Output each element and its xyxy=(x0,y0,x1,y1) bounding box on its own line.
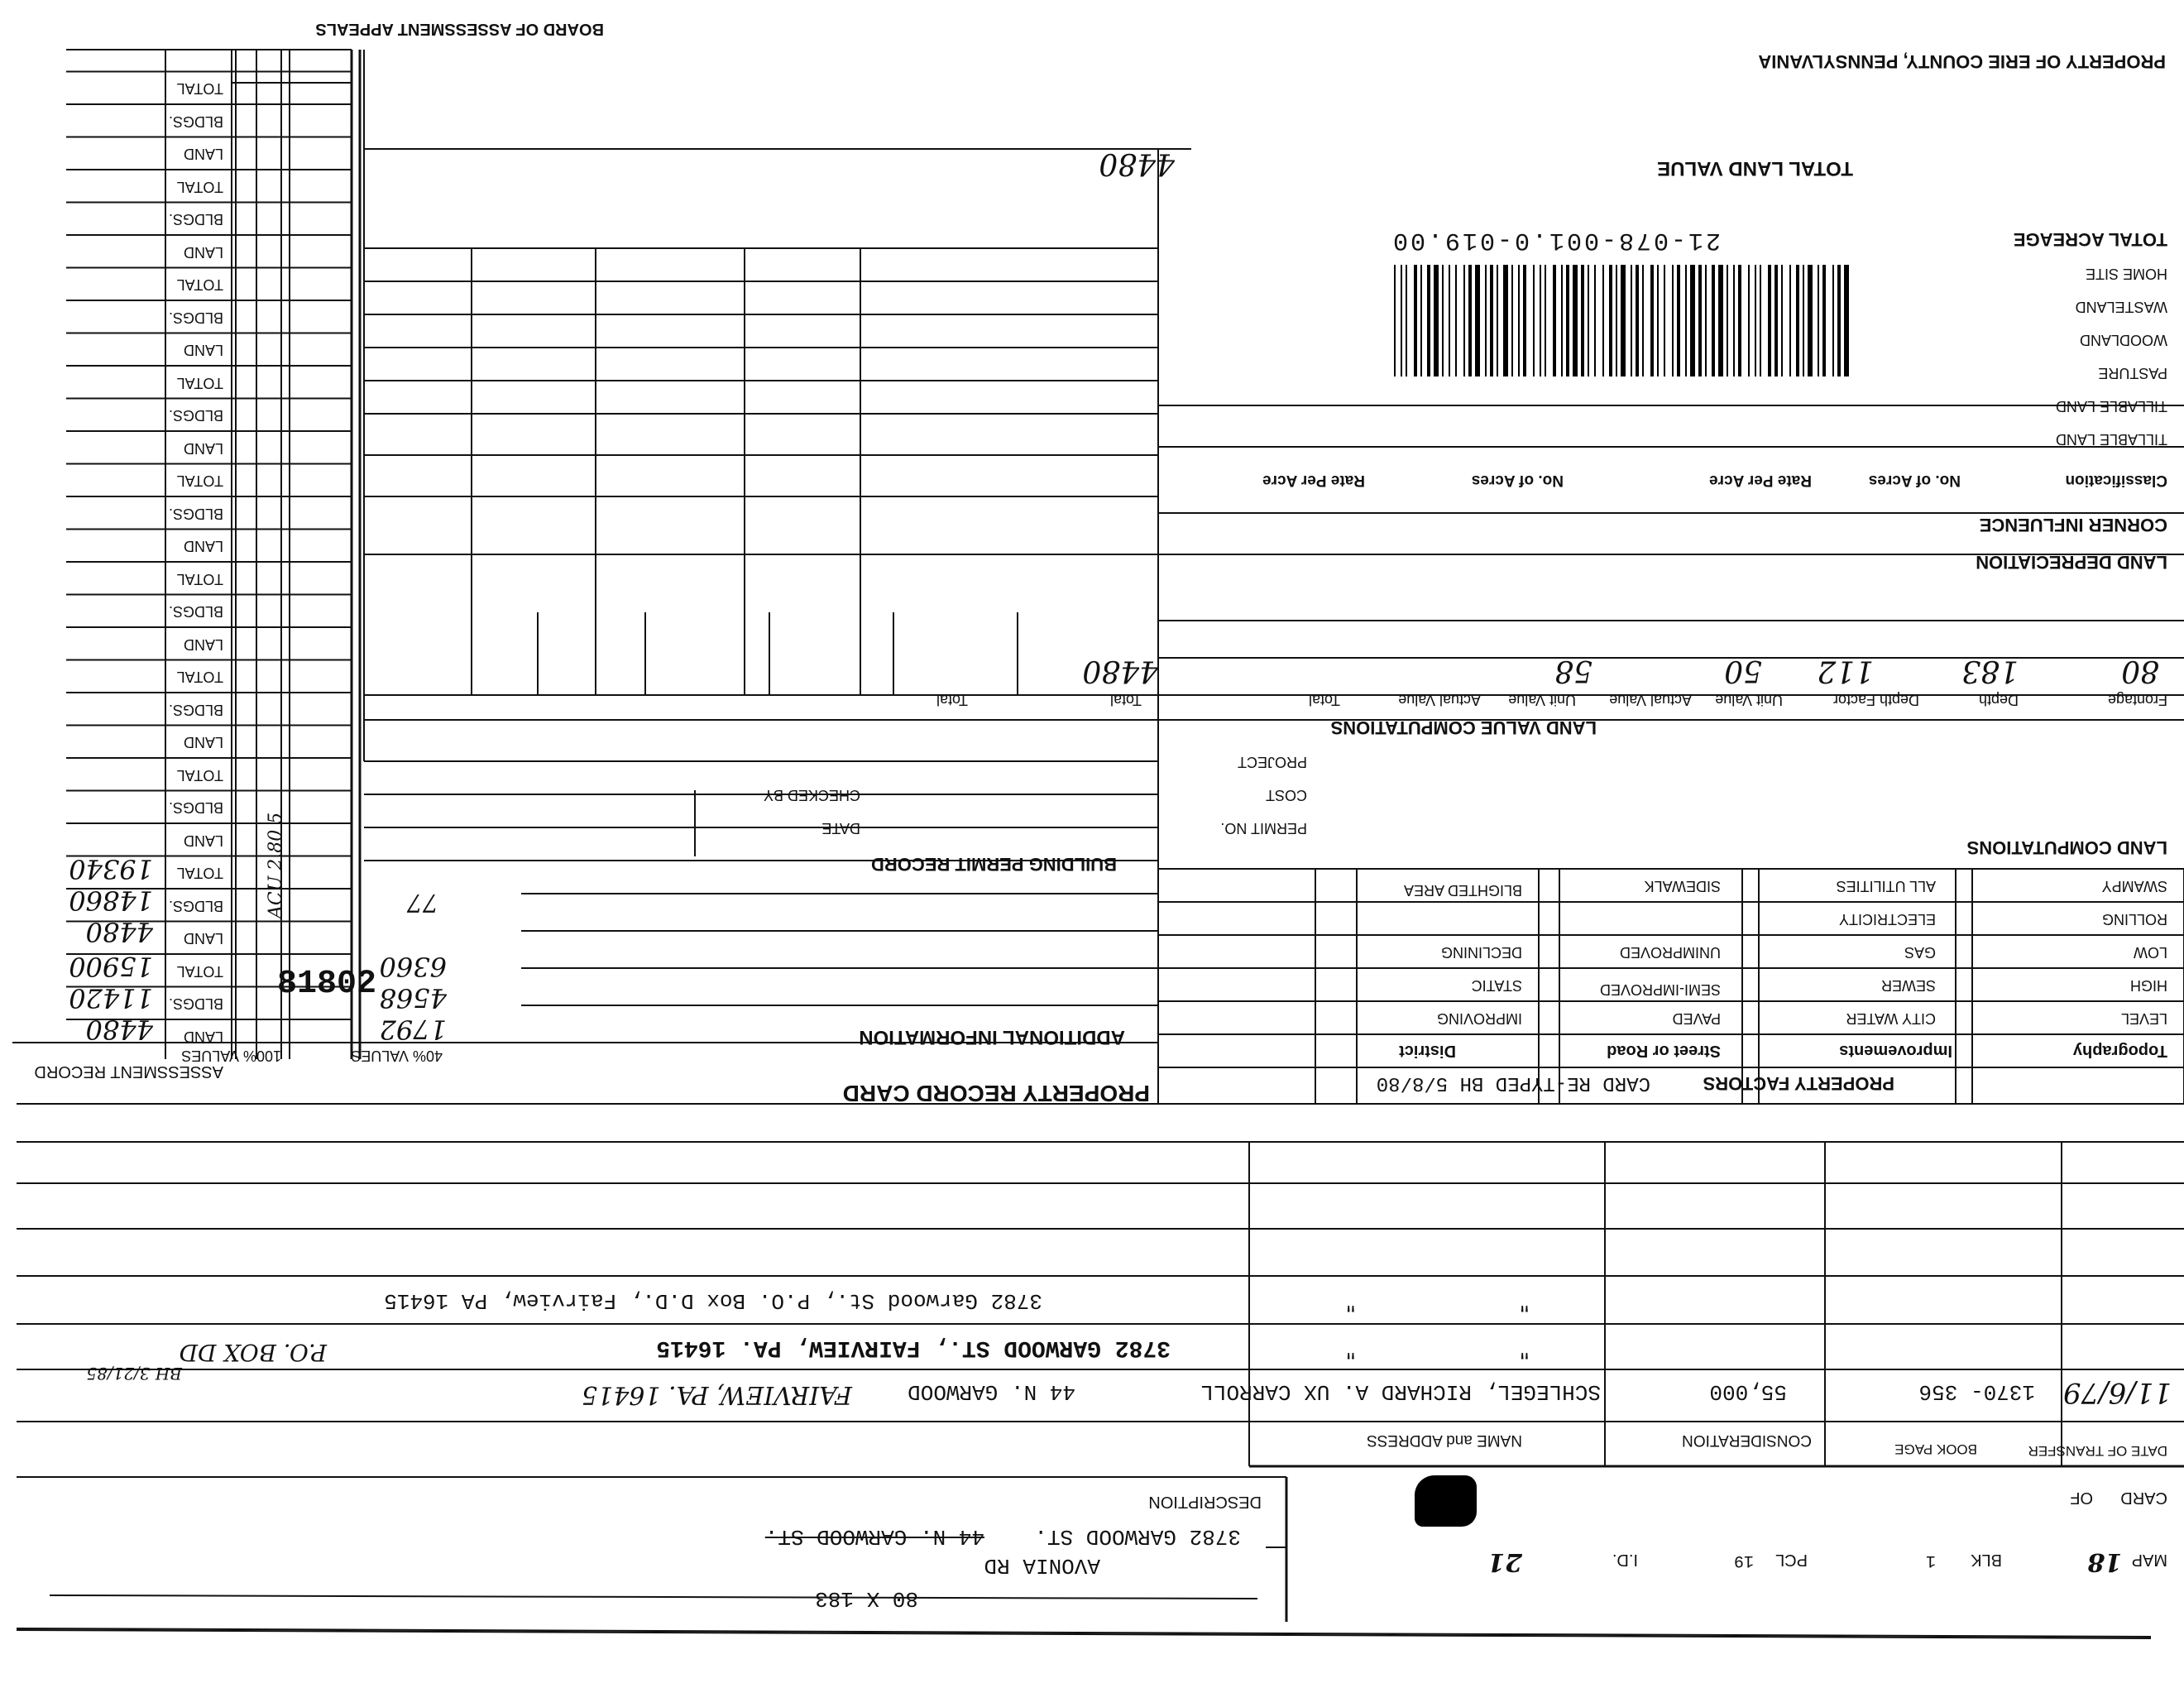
hundred-total-value-2: 19340 xyxy=(69,853,153,885)
assessment-row-label: BLDGS. xyxy=(168,113,223,130)
unit-value-value: 50 xyxy=(1724,654,1762,688)
frontage-value: 80 xyxy=(2121,654,2159,688)
actual-value-header-2: Actual Value xyxy=(1398,692,1481,708)
permit-checked-by-label: CHECKED BY xyxy=(763,787,860,803)
description-line1-struck: 44 N. GARWOOD ST. xyxy=(764,1524,984,1549)
barcode-bar xyxy=(1621,265,1626,376)
hundred-land-value-2: 4480 xyxy=(85,916,153,947)
rate-per-acre-header-2: Rate Per Acre xyxy=(1262,472,1365,489)
hundred-land-value: 4480 xyxy=(85,1014,153,1045)
district-static: STATIC xyxy=(1471,977,1522,994)
barcode-bar xyxy=(1808,265,1813,376)
forty-bldgs-value: 4568 xyxy=(379,982,447,1014)
assessment-row-label: BLDGS. xyxy=(168,506,223,522)
corner-influence-label: CORNER INFLUENCE xyxy=(1979,515,2167,535)
assessment-row-label: TOTAL xyxy=(176,865,223,882)
street-semi-improved: SEMI-IMPROVED xyxy=(1599,981,1721,998)
name-address-header: NAME and ADDRESS xyxy=(1367,1431,1522,1449)
assessment-row-label: LAND xyxy=(183,734,223,751)
hundred-bldgs-value-2: 14860 xyxy=(69,885,153,916)
transfer-handwritten-address: FAIRVIEW, PA. 16415 xyxy=(582,1380,852,1409)
permit-project-label: PROJECT xyxy=(1237,754,1307,770)
barcode-bar xyxy=(1672,265,1674,376)
barcode-bar xyxy=(1455,265,1457,376)
barcode-bar xyxy=(1545,265,1546,376)
assessment-row-label: LAND xyxy=(183,930,223,947)
barcode-bar xyxy=(1844,265,1849,376)
ink-blot xyxy=(1415,1475,1477,1527)
acreage-wasteland: WASTELAND xyxy=(2075,299,2167,315)
assessment-row-label: TOTAL xyxy=(176,472,223,490)
district-blighted-area: BLIGHTED AREA xyxy=(1403,882,1522,899)
impr-all-utilities: ALL UTILITIES xyxy=(1836,878,1936,894)
assessment-row-label: LAND xyxy=(183,342,223,359)
forty-total-value: 6360 xyxy=(379,951,447,982)
total-header-2: Total xyxy=(1109,692,1142,708)
acreage-home-site: HOME SITE xyxy=(2085,266,2167,282)
barcode-bar xyxy=(1748,265,1750,376)
classification-header: Classification xyxy=(2065,472,2167,489)
actual-value-value: 58 xyxy=(1554,654,1592,688)
assessment-row-label: TOTAL xyxy=(176,669,223,686)
assessment-row-label: TOTAL xyxy=(176,276,223,294)
transfer-ditto-1: " xyxy=(1518,1338,1530,1360)
barcode-bar xyxy=(1561,265,1563,376)
board-header: BOARD OF ASSESSMENT APPEALS xyxy=(315,20,604,38)
forty-percent-label: 40% VALUES xyxy=(351,1048,443,1064)
barcode-bar xyxy=(1718,265,1723,376)
book-page-header: BOOK PAGE xyxy=(1894,1441,1977,1457)
barcode-bar xyxy=(1490,265,1493,376)
district-header: District xyxy=(1399,1042,1456,1060)
barcode-bar xyxy=(1822,265,1826,376)
no-of-acres-header-1: No. of Acres xyxy=(1868,472,1961,489)
frontage-header: Frontage xyxy=(2107,692,2167,708)
total-header-3: Total xyxy=(936,692,968,708)
barcode-bar xyxy=(1602,265,1604,376)
transfer-handwritten-initials: BH 3/21/85 xyxy=(86,1364,182,1383)
transfer-ditto-3: " xyxy=(1518,1291,1530,1313)
barcode-bar xyxy=(1523,265,1526,376)
barcode-bar xyxy=(1406,265,1407,376)
impr-electricity: ELECTRICITY xyxy=(1838,911,1936,928)
pcl-value: 19 xyxy=(1733,1551,1754,1570)
assessment-row-label: BLDGS. xyxy=(168,603,223,621)
rate-per-acre-header-1: Rate Per Acre xyxy=(1709,472,1812,489)
additional-information-title: ADDITIONAL INFORMATION xyxy=(859,1026,1125,1048)
assessment-row-label: TOTAL xyxy=(176,571,223,587)
assessment-row-label: BLDGS. xyxy=(168,309,223,326)
permit-cost-label: COST xyxy=(1265,787,1307,803)
parcel-number: 21-078-001.0-019.00 xyxy=(1390,226,1721,254)
barcode-bar xyxy=(1803,265,1804,376)
district-declining: DECLINING xyxy=(1440,944,1522,961)
assessment-record-label: ASSESSMENT RECORD xyxy=(34,1062,223,1081)
barcode-bar xyxy=(1657,265,1659,376)
barcode-bar xyxy=(1789,265,1791,376)
assessment-row-label: TOTAL xyxy=(176,179,223,195)
barcode-bar xyxy=(1594,265,1596,376)
total-land-value-label: TOTAL LAND VALUE xyxy=(1657,157,1853,180)
barcode-bar xyxy=(1518,265,1520,376)
hundred-bldgs-value: 11420 xyxy=(69,982,153,1014)
id-label: I.D. xyxy=(1612,1551,1638,1569)
barcode-bar xyxy=(1485,265,1487,376)
retyped-note: CARD RE-TYPED BH 5/8/80 xyxy=(1376,1072,1650,1094)
assessment-row-label: BLDGS. xyxy=(168,702,223,718)
barcode-bar xyxy=(1642,265,1644,376)
land-value-computations-title: LAND VALUE COMPUTATIONS xyxy=(1330,717,1597,738)
assessment-row-label: TOTAL xyxy=(176,80,223,98)
transfer-handwritten-po-box: P.O. BOX DD xyxy=(179,1339,327,1366)
permit-no-label: PERMIT NO. xyxy=(1220,820,1307,837)
forty-land-value: 1792 xyxy=(379,1014,447,1045)
acreage-total: TOTAL ACREAGE xyxy=(2013,229,2167,250)
barcode-bar xyxy=(1573,265,1578,376)
blk-label: BLK xyxy=(1971,1551,2002,1569)
improvements-header: Improvements xyxy=(1839,1042,1952,1060)
assessment-stamp: 81802 xyxy=(276,965,377,1003)
depth-value: 183 xyxy=(1961,654,2019,688)
map-label: MAP xyxy=(2131,1551,2167,1569)
assessment-row-label: LAND xyxy=(183,146,223,163)
transfer-name: SCHLEGEL, RICHARD A. UX CARROLL xyxy=(1200,1379,1601,1404)
transfer-ditto-2: " xyxy=(1344,1338,1357,1360)
barcode-bar xyxy=(1690,265,1695,376)
depth-header: Depth xyxy=(1978,692,2019,708)
barcode-bar xyxy=(1588,265,1589,376)
topo-swampy: SWAMPY xyxy=(2101,878,2167,894)
barcode-bar xyxy=(1581,265,1584,376)
assessment-row-label: TOTAL xyxy=(176,767,223,784)
assessment-row-label: BLDGS. xyxy=(168,995,223,1013)
assessment-row-label: LAND xyxy=(183,1029,223,1045)
description-label: DESCRIPTION xyxy=(1148,1493,1262,1511)
barcode-bar xyxy=(1616,265,1617,376)
hundred-percent-label: 100% VALUES xyxy=(181,1048,281,1064)
permit-date-label: DATE xyxy=(821,820,860,837)
unit-value-header-1: Unit Value xyxy=(1715,692,1783,708)
blk-value: 1 xyxy=(1925,1551,1936,1570)
total-header-1: Total xyxy=(1308,692,1340,708)
barcode-bar xyxy=(1698,265,1702,376)
transfer-date: 11/6/79 xyxy=(2062,1376,2172,1409)
land-computations-title: LAND COMPUTATIONS xyxy=(1966,837,2167,858)
land-depreciation-label: LAND DEPRECIATION xyxy=(1976,552,2167,573)
assessment-row-label: LAND xyxy=(183,636,223,653)
depth-factor-value: 112 xyxy=(1817,654,1874,688)
barcode-bar xyxy=(1760,265,1761,376)
district-improving: IMPROVING xyxy=(1436,1010,1522,1027)
unit-value-header-2: Unit Value xyxy=(1508,692,1576,708)
barcode-bar xyxy=(1733,265,1735,376)
barcode-bar xyxy=(1553,265,1556,376)
barcode-bar xyxy=(1401,265,1402,376)
depth-factor-header: Depth Factor xyxy=(1832,692,1919,708)
card-label: CARD xyxy=(2120,1489,2167,1507)
land-total-value: 4480 xyxy=(1082,654,1158,688)
consideration-header: CONSIDERATION xyxy=(1682,1431,1812,1449)
of-label: OF xyxy=(2070,1489,2093,1507)
street-sidewalk: SIDEWALK xyxy=(1644,878,1721,894)
barcode-bar xyxy=(1533,265,1535,376)
barcode-bar xyxy=(1664,265,1665,376)
barcode-bar xyxy=(1755,265,1756,376)
barcode-bar xyxy=(1449,265,1450,376)
barcode-bar xyxy=(1727,265,1728,376)
barcode-bar xyxy=(1705,265,1707,376)
transfer-consideration: 55,000 xyxy=(1709,1379,1787,1404)
barcode-bar xyxy=(1497,265,1498,376)
barcode-bar xyxy=(1738,265,1741,376)
barcode-bar xyxy=(1832,265,1834,376)
topo-rolling: ROLLING xyxy=(2101,911,2167,928)
no-of-acres-header-2: No. of Acres xyxy=(1471,472,1564,489)
barcode-bar xyxy=(1475,265,1480,376)
parcel-barcode xyxy=(1195,265,1849,376)
assessment-row-label: TOTAL xyxy=(176,963,223,980)
street-unimproved: UNIMPROVED xyxy=(1619,944,1721,961)
barcode-bar xyxy=(1540,265,1541,376)
barcode-bar xyxy=(1677,265,1680,376)
barcode-bar xyxy=(1650,265,1654,376)
transfer-address-note: 44 N. GARWOOD xyxy=(908,1379,1075,1404)
transfer-typed-address-1: 3782 GARWOOD ST., FAIRVIEW, PA. 16415 xyxy=(656,1335,1171,1360)
transfer-date-header: DATE OF TRANSFER xyxy=(2028,1443,2167,1459)
assessment-row-label: TOTAL xyxy=(176,375,223,391)
id-value: 21 xyxy=(1487,1547,1522,1576)
barcode-bar xyxy=(1566,265,1569,376)
street-paved: PAVED xyxy=(1672,1010,1721,1027)
barcode-bar xyxy=(1420,265,1422,376)
impr-sewer: SEWER xyxy=(1880,977,1936,994)
acreage-pasture: PASTURE xyxy=(2098,365,2167,381)
topo-high: HIGH xyxy=(2130,977,2167,994)
property-factors-title: PROPERTY FACTORS xyxy=(1703,1073,1894,1094)
impr-city-water: CITY WATER xyxy=(1846,1010,1936,1027)
barcode-bar xyxy=(1434,265,1439,376)
topo-low: LOW xyxy=(2133,944,2167,961)
total-land-value-figure: 4480 xyxy=(1099,146,1175,180)
forty-note: 77 xyxy=(406,888,438,917)
barcode-bar xyxy=(1837,265,1841,376)
actual-value-header-1: Actual Value xyxy=(1609,692,1692,708)
transfer-typed-address-2: 3782 Garwood St., P.O. Box D.D., Fairview, PA 16415 xyxy=(384,1288,1042,1313)
description-dimensions: 80 X 183 xyxy=(815,1586,918,1611)
assessment-row-label: LAND xyxy=(183,832,223,849)
barcode-bar xyxy=(1774,265,1778,376)
assessment-row-label: LAND xyxy=(183,538,223,555)
assessment-row-label: BLDGS. xyxy=(168,211,223,228)
acreage-woodland: WOODLAND xyxy=(2079,332,2167,348)
acreage-tillable-2: TILLABLE LAND xyxy=(2055,398,2167,415)
barcode-bar xyxy=(1414,265,1417,376)
street-road-header: Street or Road xyxy=(1607,1042,1721,1060)
barcode-bar xyxy=(1712,265,1715,376)
barcode-bar xyxy=(1503,265,1508,376)
barcode-bar xyxy=(1796,265,1799,376)
barcode-bar xyxy=(1631,265,1632,376)
barcode-bar xyxy=(1427,265,1430,376)
topo-level: LEVEL xyxy=(2120,1010,2167,1027)
assessment-row-label: BLDGS. xyxy=(168,898,223,914)
description-line1: 3782 GARWOOD ST. xyxy=(1034,1524,1241,1549)
vertical-note: ACU 2.80 5 xyxy=(266,812,286,918)
pcl-label: PCL xyxy=(1775,1551,1808,1569)
barcode-bar xyxy=(1636,265,1639,376)
barcode-bar xyxy=(1781,265,1783,376)
barcode-bar xyxy=(1468,265,1472,376)
transfer-book-page: 1370- 356 xyxy=(1918,1379,2035,1404)
barcode-bar xyxy=(1511,265,1513,376)
hundred-total-value: 15900 xyxy=(69,951,153,982)
description-line2: AVONIA RD xyxy=(984,1553,1100,1578)
assessment-row-label: LAND xyxy=(183,244,223,261)
property-of-header: PROPERTY OF ERIE COUNTY, PENNSYLVANIA xyxy=(1758,51,2166,72)
barcode-bar xyxy=(1768,265,1771,376)
barcode-bar xyxy=(1818,265,1819,376)
acreage-tillable-1: TILLABLE LAND xyxy=(2055,431,2167,448)
barcode-bar xyxy=(1685,265,1687,376)
topography-header: Topography xyxy=(2072,1042,2167,1060)
barcode-bar xyxy=(1442,265,1444,376)
property-record-card-title: PROPERTY RECORD CARD xyxy=(842,1081,1150,1106)
assessment-row-label: LAND xyxy=(183,440,223,457)
transfer-ditto-4: " xyxy=(1344,1291,1357,1313)
building-permit-title: BUILDING PERMIT RECORD xyxy=(871,854,1117,875)
impr-gas: GAS xyxy=(1904,944,1936,961)
assessment-row-label: BLDGS. xyxy=(168,799,223,817)
barcode-bar xyxy=(1463,265,1465,376)
assessment-row-label: BLDGS. xyxy=(168,407,223,424)
map-value: 18 xyxy=(2087,1547,2122,1576)
barcode-bar xyxy=(1394,265,1396,376)
barcode-bar xyxy=(1609,265,1612,376)
